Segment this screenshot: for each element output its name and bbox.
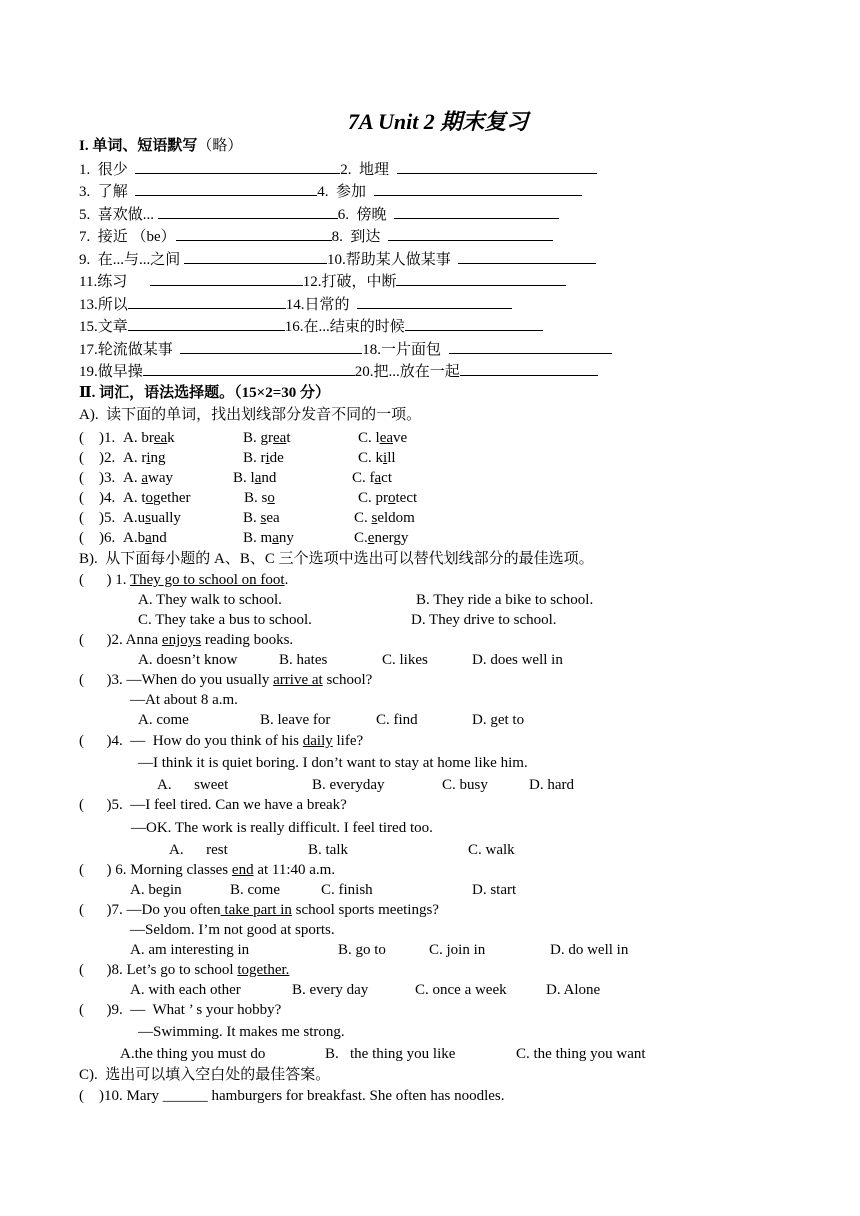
- answer-blank[interactable]: [458, 249, 596, 264]
- phonics-question-number: ( )3.: [79, 470, 116, 486]
- vocab-item-prompt: 1. 很少: [79, 162, 128, 178]
- phonics-option-c[interactable]: C. leave: [358, 430, 408, 446]
- question-8: ( )8. Let’s go to school together.: [79, 962, 290, 978]
- answer-blank[interactable]: [405, 316, 543, 331]
- underlined-letters: i: [265, 450, 270, 466]
- answer-blank[interactable]: [176, 226, 332, 241]
- question-6: ( ) 6. Morning classes end at 11:40 a.m.: [79, 862, 336, 878]
- phonics-question-number: ( )4.: [79, 490, 116, 506]
- vocab-item-prompt: 15.文章: [79, 319, 128, 335]
- vocab-item-prompt: 12.打破，中断: [302, 274, 397, 290]
- underlined-phrase: They go to school on foot: [129, 572, 285, 588]
- vocab-row: [79, 339, 612, 359]
- vocab-item-prompt: 10.帮助某人做某事: [327, 252, 451, 268]
- question-7: ( )7. —Do you often take part in school sports meetings?: [79, 902, 439, 918]
- underlined-letters: o: [267, 490, 275, 506]
- option-b[interactable]: B. hates: [279, 652, 328, 668]
- answer-blank[interactable]: [143, 361, 355, 376]
- option-b[interactable]: B. They ride a bike to school.: [416, 592, 594, 608]
- question-5: ( )5. —I feel tired. Can we have a break?: [79, 797, 347, 813]
- underlined-phrase: end: [231, 862, 254, 878]
- underlined-letters: i: [146, 450, 151, 466]
- option-d[interactable]: D. They drive to school.: [411, 612, 557, 628]
- phonics-option-c[interactable]: C.energy: [354, 530, 409, 546]
- answer-blank[interactable]: [388, 226, 553, 241]
- phonics-option-a[interactable]: A.usually: [123, 510, 181, 526]
- option-c[interactable]: C. once a week: [415, 982, 507, 998]
- vocab-row: [79, 226, 553, 246]
- phonics-question-number: ( )2.: [79, 450, 116, 466]
- section1-heading: [79, 137, 242, 155]
- vocab-item-prompt: 14.日常的: [285, 297, 350, 313]
- question-2: ( )2. Anna enjoys reading books.: [79, 632, 294, 648]
- underlined-letters: a: [272, 530, 279, 546]
- option-c[interactable]: C. join in: [429, 942, 486, 958]
- answer-blank[interactable]: [394, 204, 559, 219]
- section1-number: I.: [79, 138, 89, 154]
- answer-blank[interactable]: [397, 159, 597, 174]
- reply-line: —OK. The work is really difficult. I feel tired too.: [131, 820, 433, 836]
- part-a-instruction: A). 读下面的单词，找出划线部分发音不同的一项。: [79, 407, 422, 423]
- option-a[interactable]: A. sweet: [157, 777, 229, 793]
- vocab-item-prompt: 7. 接近 （be）: [79, 229, 176, 245]
- answer-blank[interactable]: [180, 339, 362, 354]
- phonics-option-c[interactable]: C. protect: [358, 490, 418, 506]
- option-c[interactable]: C. walk: [468, 842, 515, 858]
- answer-blank[interactable]: [449, 339, 612, 354]
- reply-line: —Swimming. It makes me strong.: [138, 1024, 345, 1040]
- vocab-item-prompt: 3. 了解: [79, 184, 128, 200]
- underlined-letters: ea: [273, 430, 287, 446]
- underlined-letters: o: [388, 490, 396, 506]
- question-10: ( )10. Mary ______ hamburgers for breakfast. She often has noodles.: [79, 1088, 505, 1104]
- underlined-letters: e: [367, 530, 375, 546]
- underlined-letters: ea: [379, 430, 394, 446]
- answer-blank[interactable]: [128, 294, 286, 309]
- answer-blank[interactable]: [158, 204, 338, 219]
- page-title: 7A Unit 2 期末复习: [348, 109, 529, 134]
- reply-line: —I think it is quiet boring. I don’t want to stay at home like him.: [138, 755, 528, 771]
- phonics-option-a[interactable]: A. ring: [123, 450, 166, 466]
- vocab-item-prompt: 17.轮流做某事: [79, 342, 173, 358]
- option-a[interactable]: A.the thing you must do: [120, 1046, 266, 1062]
- option-b[interactable]: B. everyday: [312, 777, 385, 793]
- vocab-item-prompt: 5. 喜欢做...: [79, 207, 155, 223]
- vocab-row: [79, 249, 596, 269]
- underlined-letters: ea: [153, 430, 168, 446]
- underlined-phrase: enjoys: [161, 632, 202, 648]
- option-d[interactable]: D. get to: [472, 712, 525, 728]
- option-b[interactable]: B. the thing you like: [325, 1046, 456, 1062]
- vocab-item-prompt: 13.所以: [79, 297, 128, 313]
- vocab-item-prompt: 20.把...放在一起: [354, 364, 460, 380]
- option-c[interactable]: C. busy: [442, 777, 488, 793]
- answer-blank[interactable]: [396, 271, 566, 286]
- underlined-letters: s: [371, 510, 378, 526]
- section2-heading: Ⅱ. 词汇，语法选择题。（15×2=30 分）: [79, 385, 330, 401]
- phonics-option-b[interactable]: B. ride: [243, 450, 284, 466]
- section1-title: 单词、短语默写: [92, 138, 198, 154]
- answer-blank[interactable]: [135, 181, 317, 196]
- phonics-option-b[interactable]: B. so: [244, 490, 275, 506]
- vocab-item-prompt: 18.一片面包: [362, 342, 442, 358]
- phonics-option-c[interactable]: C. seldom: [354, 510, 415, 526]
- phonics-option-b[interactable]: B. great: [243, 430, 291, 446]
- option-d[interactable]: D. hard: [529, 777, 574, 793]
- option-c[interactable]: C. They take a bus to school.: [138, 612, 312, 628]
- option-a[interactable]: A. They walk to school.: [138, 592, 282, 608]
- underlined-letters: a: [374, 470, 382, 486]
- answer-blank[interactable]: [374, 181, 582, 196]
- vocab-item-prompt: 9. 在...与...之间: [79, 252, 181, 268]
- underlined-phrase: take part in: [220, 902, 292, 918]
- answer-blank[interactable]: [150, 271, 303, 286]
- vocab-row: [79, 271, 566, 291]
- option-c[interactable]: C. the thing you want: [516, 1046, 646, 1062]
- phonics-option-a[interactable]: A. away: [123, 470, 174, 486]
- answer-blank[interactable]: [135, 159, 340, 174]
- underlined-letters: a: [141, 470, 149, 486]
- underlined-letters: s: [260, 510, 267, 526]
- vocab-item-prompt: 4. 参加: [317, 184, 367, 200]
- answer-blank[interactable]: [357, 294, 512, 309]
- option-d[interactable]: D. do well in: [550, 942, 629, 958]
- question-1: ( ) 1. They go to school on foot.: [79, 572, 289, 588]
- option-b[interactable]: B. every day: [292, 982, 369, 998]
- underlined-letters: s: [145, 510, 151, 526]
- option-c[interactable]: C. find: [376, 712, 418, 728]
- phonics-option-c[interactable]: C. kill: [358, 450, 396, 466]
- fill-blank[interactable]: ______: [162, 1088, 208, 1104]
- answer-blank[interactable]: [184, 249, 327, 264]
- option-a[interactable]: A. rest: [169, 842, 228, 858]
- phonics-option-c[interactable]: C. fact: [352, 470, 392, 486]
- underlined-phrase: daily: [302, 733, 333, 749]
- option-a[interactable]: A. come: [138, 712, 189, 728]
- reply-line: —At about 8 a.m.: [130, 692, 238, 708]
- phonics-option-b[interactable]: B. sea: [243, 510, 280, 526]
- option-c[interactable]: C. likes: [382, 652, 428, 668]
- vocab-item-prompt: 6. 傍晚: [337, 207, 387, 223]
- vocab-item-prompt: 19.做早操: [79, 364, 143, 380]
- vocab-item-prompt: 11.练习: [79, 274, 128, 290]
- vocab-item-prompt: 8. 到达: [331, 229, 381, 245]
- option-a[interactable]: A. am interesting in: [130, 942, 250, 958]
- option-d[interactable]: D. does well in: [472, 652, 563, 668]
- answer-blank[interactable]: [128, 316, 285, 331]
- option-d[interactable]: D. start: [472, 882, 517, 898]
- phonics-option-a[interactable]: A. break: [123, 430, 175, 446]
- underlined-letters: i: [383, 450, 388, 466]
- question-9: ( )9. — What ’ s your hobby?: [79, 1002, 282, 1018]
- vocab-row: [79, 294, 512, 314]
- underlined-letters: a: [145, 530, 152, 546]
- part-c-instruction: C). 选出可以填入空白处的最佳答案。: [79, 1067, 331, 1083]
- phonics-question-number: ( )5.: [79, 510, 116, 526]
- option-a[interactable]: A. begin: [130, 882, 182, 898]
- phonics-option-b[interactable]: B. land: [233, 470, 277, 486]
- underlined-letters: o: [145, 490, 153, 506]
- phonics-option-b[interactable]: B. many: [243, 530, 294, 546]
- vocab-item-prompt: 16.在...结束的时候: [284, 319, 405, 335]
- option-a[interactable]: A. doesn’t know: [138, 652, 238, 668]
- option-b[interactable]: B. leave for: [260, 712, 331, 728]
- phonics-question-number: ( )1.: [79, 430, 116, 446]
- option-b[interactable]: B. talk: [308, 842, 348, 858]
- vocab-row: [79, 361, 598, 381]
- section1-note: （略）: [197, 138, 243, 154]
- vocab-row: [79, 204, 559, 224]
- vocab-row: [79, 181, 582, 201]
- option-b[interactable]: B. go to: [338, 942, 386, 958]
- answer-blank[interactable]: [460, 361, 598, 376]
- phonics-question-number: ( )6.: [79, 530, 116, 546]
- option-d[interactable]: D. Alone: [546, 982, 601, 998]
- underlined-phrase: together.: [237, 962, 290, 978]
- phonics-option-a[interactable]: A.band: [123, 530, 167, 546]
- underlined-letters: a: [254, 470, 262, 486]
- underlined-phrase: arrive at: [273, 672, 323, 688]
- vocab-item-prompt: 2. 地理: [340, 162, 390, 178]
- part-b-instruction: B). 从下面每小题的 A、B、C 三个选项中选出可以替代划线部分的最佳选项。: [79, 551, 594, 567]
- option-a[interactable]: A. with each other: [130, 982, 241, 998]
- reply-line: —Seldom. I’m not good at sports.: [130, 922, 335, 938]
- phonics-option-a[interactable]: A. together: [123, 490, 191, 506]
- vocab-row: [79, 316, 543, 336]
- option-b[interactable]: B. come: [230, 882, 280, 898]
- vocab-row: [79, 159, 597, 179]
- question-4: ( )4. — How do you think of his daily life?: [79, 733, 364, 749]
- option-c[interactable]: C. finish: [321, 882, 373, 898]
- question-3: ( )3. —When do you usually arrive at school?: [79, 672, 373, 688]
